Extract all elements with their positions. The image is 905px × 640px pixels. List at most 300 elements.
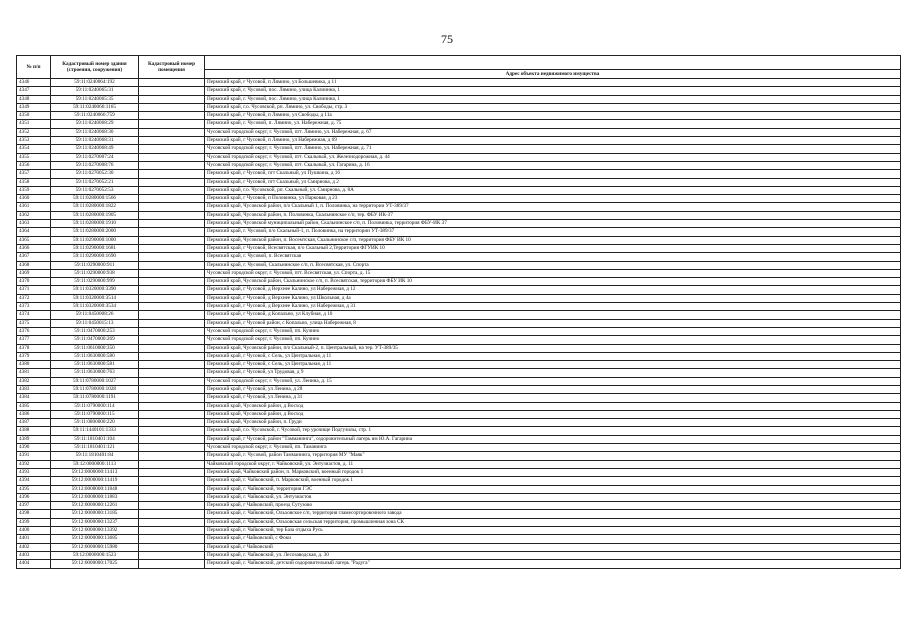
cell-number: 4356	[17, 161, 51, 169]
cell-cadastral-room	[139, 120, 205, 128]
cell-cadastral-room	[139, 327, 205, 335]
cell-cadastral-building: 59:11:0290000:999	[51, 278, 139, 286]
cell-address: Пермский край, Чусовской район, п/о Скальный 1, п. Половинка, на территории УТ-389/37	[205, 203, 901, 211]
cell-number: 4375	[17, 319, 51, 327]
cell-address: Пермский край, г Чусовой, Всесвятская, п/о Скальный 2,Территория ФГУИК 10	[205, 244, 901, 252]
cell-cadastral-room	[139, 228, 205, 236]
table-row	[17, 377, 901, 385]
cell-address: Пермский край, г Чусовой, д Верхнее Калино, ул Набережная, д 12	[205, 286, 901, 294]
cell-number: 4380	[17, 361, 51, 369]
header-cadastral-room: Кадастровый номер помещения	[139, 56, 205, 79]
cell-number: 4373	[17, 303, 51, 311]
cell-address: Пермский край, г Чусовой, с Сель, ул Центральная, д 11	[205, 361, 901, 369]
cell-address: Пермский край, г. Чайковский, п. Марковский, военный городок 1	[205, 477, 901, 485]
cell-address: Пермский край, г Чусовой, д Верхнее Калино, ул Школьная, д 4а	[205, 294, 901, 302]
cell-address: Пермский край, Чайковский район, п. Марковский, военный городок 1	[205, 468, 901, 476]
cell-cadastral-building: 59:11:0280000:2000	[51, 228, 139, 236]
cell-cadastral-building: 59:12:0000000:11413	[51, 468, 139, 476]
cell-cadastral-room	[139, 278, 205, 286]
cell-address: Пермский край, г. Чайковский, детский оздоровительный лагерь "Радуга"	[205, 560, 901, 568]
cell-address: Пермский край, г. Чусовой, район Тамманинга, территория МУ "Маяк"	[205, 452, 901, 460]
table-row	[17, 311, 901, 319]
table-row	[17, 344, 901, 352]
cell-cadastral-room	[139, 161, 205, 169]
table-row	[17, 327, 901, 335]
cell-number: 4376	[17, 327, 51, 335]
cell-cadastral-room	[139, 137, 205, 145]
cell-cadastral-room	[139, 186, 205, 194]
cell-address: Пермский край, г Чайковский	[205, 543, 901, 551]
cell-cadastral-room	[139, 286, 205, 294]
cell-cadastral-room	[139, 477, 205, 485]
cell-number: 4354	[17, 145, 51, 153]
cell-cadastral-building: 59:12:0000000:15980	[51, 543, 139, 551]
cell-cadastral-building: 59:12:0000000:17025	[51, 560, 139, 568]
table-row	[17, 79, 901, 87]
cell-address: Пермский край, г.о. Чусовской, рп. Скальный, ул. Смирнова, д. 8А	[205, 186, 901, 194]
cell-cadastral-room	[139, 145, 205, 153]
cell-cadastral-room	[139, 361, 205, 369]
cell-number: 4368	[17, 261, 51, 269]
cell-number: 4357	[17, 170, 51, 178]
cell-number: 4364	[17, 228, 51, 236]
cell-cadastral-room	[139, 551, 205, 559]
cell-cadastral-building: 59:11:0290000:1690	[51, 253, 139, 261]
cell-cadastral-building: 59:11:0270052:21	[51, 178, 139, 186]
table-row	[17, 128, 901, 136]
header-spacer	[205, 56, 901, 70]
cell-cadastral-building: 59:11:0240065:35	[51, 95, 139, 103]
cell-address: Пермский край, Чусовской муниципальный район, Скальнинское с/п, п. Половинка, территория ФБУ-ИК 37	[205, 220, 901, 228]
header-address: Адрес объекта недвижимого имущества	[205, 70, 901, 79]
cell-cadastral-room	[139, 79, 205, 87]
cell-number: 4403	[17, 551, 51, 559]
table-row	[17, 560, 901, 568]
cell-cadastral-room	[139, 203, 205, 211]
cell-number: 4393	[17, 468, 51, 476]
cell-number: 4371	[17, 286, 51, 294]
cell-cadastral-room	[139, 220, 205, 228]
cell-cadastral-room	[139, 195, 205, 203]
cell-number: 4351	[17, 120, 51, 128]
cell-cadastral-room	[139, 435, 205, 443]
cell-number: 4365	[17, 236, 51, 244]
table-row	[17, 385, 901, 393]
cell-cadastral-room	[139, 211, 205, 219]
cell-address: Пермский край, г Чусовой, п Лямино, ул Набережная, д 69	[205, 137, 901, 145]
cell-number: 4360	[17, 195, 51, 203]
cell-address: Пермский край, г Чусовой, ул Ленина, д 28	[205, 385, 901, 393]
table-row	[17, 493, 901, 501]
cell-number: 4396	[17, 493, 51, 501]
cell-address: Пермский край, г Чусовой, пгт Скальный, ул Пушкина, д 16	[205, 170, 901, 178]
table-row	[17, 153, 901, 161]
cell-number: 4397	[17, 502, 51, 510]
cell-cadastral-building: 59:11:0270007:24	[51, 153, 139, 161]
table-row	[17, 253, 901, 261]
table-row	[17, 211, 901, 219]
cell-address: Пермский край, г.о. Чусовской, рп. Лямино, ул. Свободы, стр. 3	[205, 103, 901, 111]
cell-address: Пермский край, г Чусовой, д Копально, ул Клубная, д 10	[205, 311, 901, 319]
cell-address: Пермский край, г Чусовой, пгт Скальный, ул Смирнова, д 2	[205, 178, 901, 186]
cell-number: 4385	[17, 402, 51, 410]
cell-address: Пермский край, г. Чайковский, ул. Лесозаводская, д. 30	[205, 551, 901, 559]
cell-cadastral-building: 59:12:0000000:13685	[51, 535, 139, 543]
cell-cadastral-building: 59:11:0320000:3514	[51, 294, 139, 302]
cell-cadastral-building: 59:11:0630000:580	[51, 352, 139, 360]
table-row	[17, 103, 901, 111]
cell-address: Чусовской городской округ, г. Чусовой, пгт. Лямино, ул. Набережная, д. 67	[205, 128, 901, 136]
cell-number: 4389	[17, 435, 51, 443]
cell-number: 4370	[17, 278, 51, 286]
header-num: № п/п	[17, 56, 51, 79]
cell-cadastral-building: 59:11:1440101:1333	[51, 427, 139, 435]
cell-address: Чусовской городской округ, г. Чусовой, пгт. Скальный, ул. Железнодорожная, д. 44	[205, 153, 901, 161]
cell-address: Пермский край, г Чусовой, д Верхнее Калино, ул Набережная, д 31	[205, 303, 901, 311]
cell-address: Пермский край, г Чусовой, п Лямино, ул Большевика, д 11	[205, 79, 901, 87]
cell-cadastral-building: 59:11:0470000:253	[51, 327, 139, 335]
table-row	[17, 444, 901, 452]
table-row	[17, 352, 901, 360]
cell-number: 4374	[17, 311, 51, 319]
table-row	[17, 502, 901, 510]
table-row	[17, 195, 901, 203]
cell-address: Пермский край, г Чусовой район, с Копально, улица Набережная, 8	[205, 319, 901, 327]
cell-cadastral-building: 59:11:0270052:53	[51, 186, 139, 194]
cell-cadastral-room	[139, 319, 205, 327]
cell-address: Чусовской городской округ, г. Чусовой, пгт. Всесвятская, ул. Спорта, д. 15	[205, 269, 901, 277]
cell-cadastral-room	[139, 444, 205, 452]
cell-address: Пермский край, Чусовской район, п. Восемтская, Скальнинское с/п, территория ФБУ ИК 10	[205, 236, 901, 244]
cell-number: 4395	[17, 485, 51, 493]
cell-cadastral-room	[139, 294, 205, 302]
cell-cadastral-room	[139, 311, 205, 319]
table-row	[17, 518, 901, 526]
cell-number: 4392	[17, 460, 51, 468]
cell-cadastral-room	[139, 103, 205, 111]
table-row	[17, 228, 901, 236]
cell-address: Пермский край, г. Чусовой, п/о Скальный-1, п. Половинка, на территории УТ-389/37	[205, 228, 901, 236]
table-row	[17, 186, 901, 194]
cell-cadastral-building: 59:11:0240066:759	[51, 112, 139, 120]
table-row	[17, 286, 901, 294]
cell-address: Пермский край, г Чусовой, п Половинка, ул Парковая, д 23	[205, 195, 901, 203]
cell-cadastral-building: 59:11:0800000:220	[51, 419, 139, 427]
table-row	[17, 535, 901, 543]
cell-address: Пермский край, Чусовской район, п. Груди	[205, 419, 901, 427]
cell-number: 4372	[17, 294, 51, 302]
cell-number: 4394	[17, 477, 51, 485]
cell-address: Чусовской городской округ, г. Чусовой, пгт. Скальный, ул. Гагарина, д. 16	[205, 161, 901, 169]
cell-cadastral-room	[139, 236, 205, 244]
table-row	[17, 319, 901, 327]
cell-address: Чусовской городской округ, г. Чусовой, ул. Ленина, д. 15	[205, 377, 901, 385]
cell-address: Пермский край, г. Чусовой, пос. Лямино, улица Калинина, 1	[205, 87, 901, 95]
cell-cadastral-room	[139, 153, 205, 161]
table-row	[17, 261, 901, 269]
table-row	[17, 460, 901, 468]
cell-number: 4353	[17, 137, 51, 145]
table-row	[17, 278, 901, 286]
cell-cadastral-building: 59:11:0780000:1027	[51, 377, 139, 385]
cell-cadastral-building: 59:11:1810401:104	[51, 435, 139, 443]
cell-number: 4347	[17, 87, 51, 95]
cell-cadastral-building: 59:11:0240068:49	[51, 145, 139, 153]
cell-address: Чусовской городской округ, г. Чусовой, пгт. Лямино, ул. Набережная, д. 71	[205, 145, 901, 153]
cell-cadastral-room	[139, 352, 205, 360]
table-row	[17, 510, 901, 518]
cell-cadastral-building: 59:11:0290000:1000	[51, 236, 139, 244]
cell-cadastral-building: 59:12:0000000:13185	[51, 510, 139, 518]
table-row	[17, 369, 901, 377]
cell-cadastral-building: 59:11:0240065:31	[51, 87, 139, 95]
cell-cadastral-building: 59:12:0000000:13237	[51, 518, 139, 526]
cell-cadastral-room	[139, 402, 205, 410]
cell-cadastral-building: 59:11:0240068:30	[51, 128, 139, 136]
table-row	[17, 236, 901, 244]
cell-cadastral-building: 59:12:0000000:1523	[51, 551, 139, 559]
cell-cadastral-room	[139, 95, 205, 103]
cell-address: Пермский край, г. Чайковский, Ольховская сельская территория, промышленная зона СК	[205, 518, 901, 526]
cell-number: 4355	[17, 153, 51, 161]
cell-cadastral-building: 59:11:0290000:938	[51, 269, 139, 277]
table-row	[17, 203, 901, 211]
cell-number: 4379	[17, 352, 51, 360]
cell-cadastral-building: 59:11:0780000:1028	[51, 385, 139, 393]
cell-cadastral-room	[139, 377, 205, 385]
cell-cadastral-building: 59:12:0000000:11848	[51, 485, 139, 493]
cell-number: 4348	[17, 95, 51, 103]
header-cadastral-building: Кадастровый номер здания (строения, сооружения)	[51, 56, 139, 79]
cell-cadastral-room	[139, 460, 205, 468]
cell-number: 4346	[17, 79, 51, 87]
table-row	[17, 485, 901, 493]
cell-address: Пермский край, г. Чайковский, территория ГЭС	[205, 485, 901, 493]
cell-number: 4390	[17, 444, 51, 452]
cell-address: Пермский край, г Чайковский, проезд Сутузово	[205, 502, 901, 510]
cell-number: 4384	[17, 394, 51, 402]
cell-address: Пермский край, г Чусовой, с Сель, ул Центральная, д 11	[205, 352, 901, 360]
cell-cadastral-building: 59:11:1810401:121	[51, 444, 139, 452]
cell-address: Чайковский городской округ, г. Чайковский, ул. Энтузиастов, д. 11	[205, 460, 901, 468]
cell-cadastral-building: 59:11:0240066:1165	[51, 103, 139, 111]
cell-number: 4391	[17, 452, 51, 460]
cell-cadastral-building: 59:11:0630000:763	[51, 369, 139, 377]
cell-address: Пермский край, г Чусовой, п Лямино, ул Свободы, д 11а	[205, 112, 901, 120]
cell-number: 4387	[17, 419, 51, 427]
cell-number: 4359	[17, 186, 51, 194]
cell-address: Пермский край, г. Чайковский, ул. Энтузиастов	[205, 493, 901, 501]
table-row	[17, 95, 901, 103]
cell-number: 4369	[17, 269, 51, 277]
cell-cadastral-building: 59:11:0280000:1905	[51, 211, 139, 219]
cell-cadastral-room	[139, 502, 205, 510]
cell-cadastral-room	[139, 427, 205, 435]
cell-address: Пермский край, г. Чайковский, тер База отдыха Русь	[205, 527, 901, 535]
cell-cadastral-room	[139, 543, 205, 551]
cell-number: 4352	[17, 128, 51, 136]
cell-address: Пермский край, г Чусовой, ул Трудовая, д 9	[205, 369, 901, 377]
cell-address: Пермский край, Чусовской район, д Восход	[205, 410, 901, 418]
cell-cadastral-building: 59:12:0000000:13392	[51, 527, 139, 535]
cell-cadastral-building: 59:11:0240068:29	[51, 120, 139, 128]
cell-number: 4398	[17, 510, 51, 518]
cell-address: Пермский край, г. Чусовой, пос. Лямино, улица Калинина, 1	[205, 95, 901, 103]
table-row	[17, 161, 901, 169]
cell-cadastral-building: 59:12:0000000:11883	[51, 493, 139, 501]
cell-cadastral-room	[139, 178, 205, 186]
cell-address: Пермский край, Чусовской район, п/о Скальный-2, п. Центральный, на тер. УТ-389/35	[205, 344, 901, 352]
table-row	[17, 551, 901, 559]
cell-number: 4362	[17, 211, 51, 219]
cell-number: 4399	[17, 518, 51, 526]
cell-address: Пермский край, г. Чайковский, Ольховское с/п, территория гламесортировочного завода	[205, 510, 901, 518]
table-row	[17, 120, 901, 128]
table-row	[17, 170, 901, 178]
cell-cadastral-building: 59:11:0450015:13	[51, 319, 139, 327]
cell-address: Пермский край, Чусовской район, Скальнинское с/п, п. Всесвятская, территория ФБУ ИК 10	[205, 278, 901, 286]
cell-cadastral-building: 59:11:0270052:30	[51, 170, 139, 178]
cell-number: 4363	[17, 220, 51, 228]
cell-cadastral-building: 59:11:0270008:76	[51, 161, 139, 169]
cell-cadastral-room	[139, 510, 205, 518]
table-row	[17, 178, 901, 186]
cell-cadastral-room	[139, 261, 205, 269]
cell-cadastral-building: 59:11:0320000:3534	[51, 303, 139, 311]
table-row	[17, 427, 901, 435]
cell-number: 4402	[17, 543, 51, 551]
table-row	[17, 477, 901, 485]
table-row	[17, 527, 901, 535]
cell-address: Пермский край, г. Чусовой, Скальнинское с/п, п. Всесвятская, ул. Спорта	[205, 261, 901, 269]
cell-cadastral-building: 59:11:0630000:581	[51, 361, 139, 369]
cell-cadastral-room	[139, 385, 205, 393]
table-row	[17, 361, 901, 369]
cell-cadastral-building: 59:11:0240064:192	[51, 79, 139, 87]
cell-address: Пермский край, Чусовской район, п. Половинка, Скальнинское с/п, тер. ФБУ ИК-37	[205, 211, 901, 219]
cell-cadastral-room	[139, 244, 205, 252]
cell-cadastral-room	[139, 303, 205, 311]
cell-number: 4350	[17, 112, 51, 120]
cell-number: 4383	[17, 385, 51, 393]
cell-number: 4367	[17, 253, 51, 261]
cell-cadastral-room	[139, 468, 205, 476]
cell-cadastral-building: 59:11:0290000:911	[51, 261, 139, 269]
cell-cadastral-building: 59:11:0470000:269	[51, 336, 139, 344]
property-register-table	[16, 55, 901, 569]
cell-cadastral-room	[139, 527, 205, 535]
cell-number: 4400	[17, 527, 51, 535]
table-row	[17, 468, 901, 476]
table-row	[17, 410, 901, 418]
cell-cadastral-room	[139, 560, 205, 568]
cell-number: 4401	[17, 535, 51, 543]
cell-number: 4386	[17, 410, 51, 418]
cell-address: Пермский край, г. Чусовой, п. Лямино, ул. Набережная, д. 75	[205, 120, 901, 128]
cell-cadastral-room	[139, 485, 205, 493]
cell-cadastral-building: 59:11:0790000:115	[51, 410, 139, 418]
cell-address: Пермский край, г Чайковский, с Фоки	[205, 535, 901, 543]
cell-number: 4366	[17, 244, 51, 252]
table-body	[17, 79, 901, 569]
cell-cadastral-room	[139, 518, 205, 526]
cell-number: 4377	[17, 336, 51, 344]
cell-cadastral-room	[139, 394, 205, 402]
table-row	[17, 435, 901, 443]
cell-number: 4388	[17, 427, 51, 435]
cell-cadastral-room	[139, 419, 205, 427]
cell-cadastral-room	[139, 170, 205, 178]
cell-number: 4404	[17, 560, 51, 568]
table-row	[17, 336, 901, 344]
cell-cadastral-building: 59:11:0320000:3390	[51, 286, 139, 294]
cell-cadastral-building: 59:11:0240068:31	[51, 137, 139, 145]
cell-cadastral-room	[139, 452, 205, 460]
cell-cadastral-room	[139, 253, 205, 261]
cell-cadastral-building: 59:11:0290000:1681	[51, 244, 139, 252]
cell-cadastral-building: 59:11:0790000:114	[51, 402, 139, 410]
cell-address: Пермский край, Чусовской район, д Восход	[205, 402, 901, 410]
table-row	[17, 87, 901, 95]
cell-cadastral-building: 59:11:0450008:26	[51, 311, 139, 319]
table-row	[17, 303, 901, 311]
cell-cadastral-building: 59:11:0280000:1822	[51, 203, 139, 211]
cell-cadastral-room	[139, 336, 205, 344]
cell-cadastral-room	[139, 112, 205, 120]
cell-cadastral-room	[139, 535, 205, 543]
cell-cadastral-building: 59:11:0780000:1191	[51, 394, 139, 402]
cell-cadastral-building: 59:11:0280000:1566	[51, 195, 139, 203]
cell-address: Пермский край, г Чусовой, ул Ленина, д 31	[205, 394, 901, 402]
cell-address: Чусовской городской округ, г. Чусовой, пп. Кучино	[205, 327, 901, 335]
cell-cadastral-building: 59:12:0000000:12261	[51, 502, 139, 510]
table-row	[17, 244, 901, 252]
cell-cadastral-room	[139, 128, 205, 136]
table-row	[17, 543, 901, 551]
cell-address: Пермский край, г.о. Чусовской, г. Чусовой, тер урочище Подгузилы, стр. 1	[205, 427, 901, 435]
cell-number: 4361	[17, 203, 51, 211]
cell-number: 4349	[17, 103, 51, 111]
table-row	[17, 112, 901, 120]
cell-address: Пермский край, г. Чусовой, п. Всесвятская	[205, 253, 901, 261]
table-row	[17, 402, 901, 410]
table-row	[17, 419, 901, 427]
table-row	[17, 294, 901, 302]
table-row	[17, 145, 901, 153]
cell-address: Чусовской городской округ, г. Чусовой, пп. Кучино	[205, 336, 901, 344]
table-row	[17, 394, 901, 402]
table-row	[17, 452, 901, 460]
cell-cadastral-building: 59:12:0000000:1113	[51, 460, 139, 468]
table-row	[17, 137, 901, 145]
cell-address: Чусовской городской округ, г. Чусовой, пп. Таманинга	[205, 444, 901, 452]
cell-number: 4378	[17, 344, 51, 352]
table-row	[17, 220, 901, 228]
cell-cadastral-room	[139, 269, 205, 277]
cell-cadastral-building: 59:11:0280000:1910	[51, 220, 139, 228]
cell-cadastral-building: 59:12:0000000:11419	[51, 477, 139, 485]
page-number: 75	[441, 32, 453, 46]
table-header-row	[17, 56, 901, 70]
cell-cadastral-room	[139, 493, 205, 501]
cell-address: Пермский край, г Чусовой, район "Тамманинга", оздоровительный лагерь им Ю.А. Гагарина	[205, 435, 901, 443]
cell-number: 4382	[17, 377, 51, 385]
cell-cadastral-building: 59:11:1810401:84	[51, 452, 139, 460]
cell-number: 4381	[17, 369, 51, 377]
table-row	[17, 269, 901, 277]
cell-cadastral-room	[139, 87, 205, 95]
cell-cadastral-room	[139, 369, 205, 377]
